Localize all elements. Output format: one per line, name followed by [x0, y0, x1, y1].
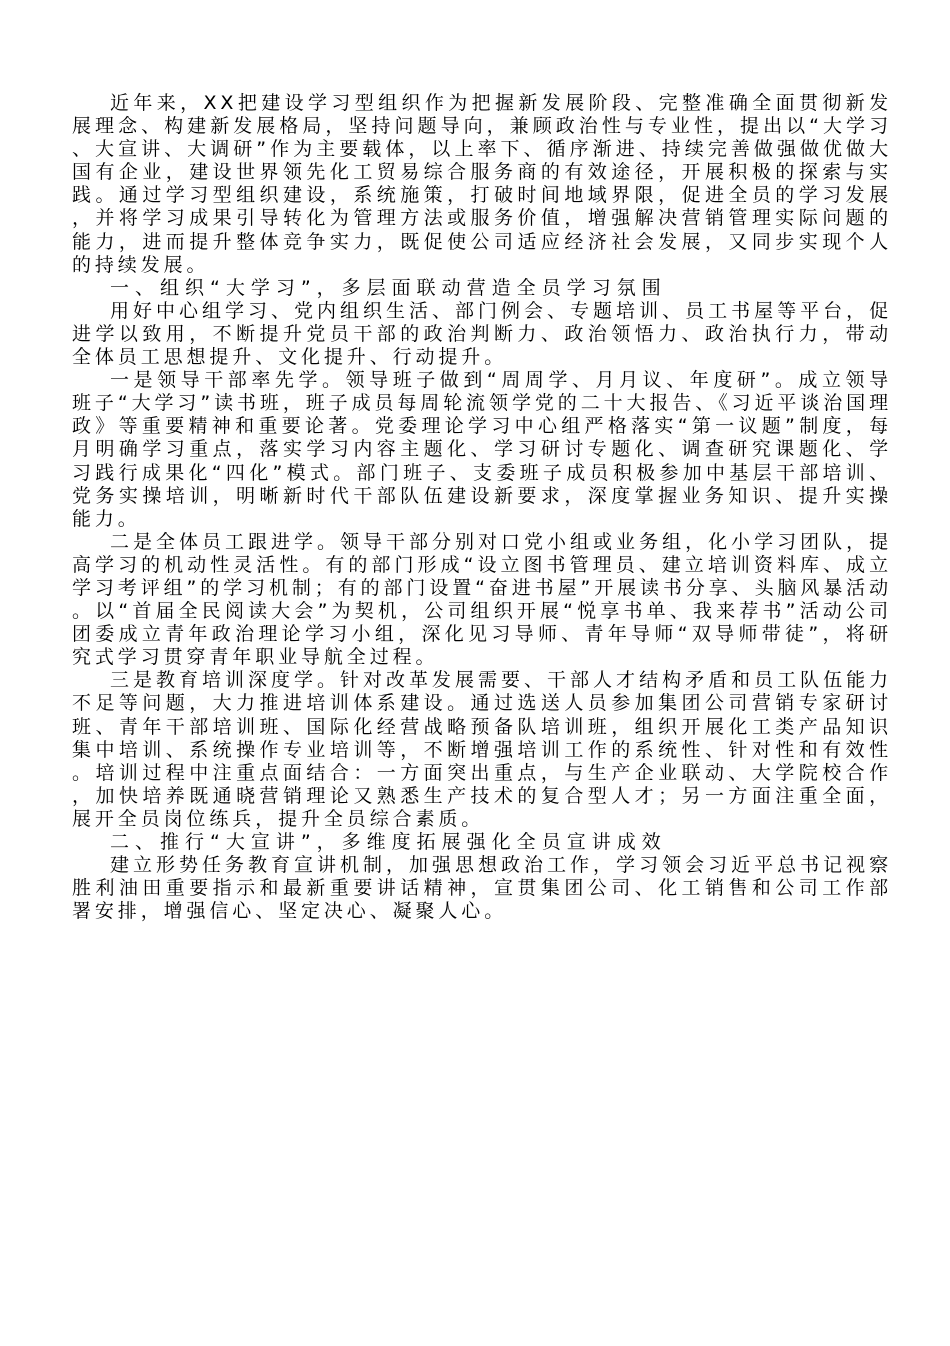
- intro-paragraph: 近年来，XX把建设学习型组织作为把握新发展阶段、完整准确全面贯彻新发展理念、构建新发展格局，坚持问题导向，兼顾政治性与专业性，提出以“大学习、大宣讲、大调研”作为主要载体，以上率下、循序渐进、持续完善做强做优做大国有企业，建设世界领先化工贸易综合服务商的有效途径，开展积极的探索与实践。通过学习型组织建设，系统施策，打破时间地域界限，促进全员的学习发展，并将学习成果引导转化为管理方法或服务价值，增强解决营销管理实际问题的能力，进而提升整体竞争实力，既促使公司适应经济社会发展，又同步实现个人的持续发展。: [72, 92, 892, 276]
- training-study-paragraph: 三是教育培训深度学。针对改革发展需要、干部人才结构矛盾和员工队伍能力不足等问题，大力推进培训体系建设。通过选送人员参加集团公司营销专家研讨班、青年干部培训班、国际化经营战略预备队培训班，组织开展化工类产品知识集中培训、系统操作专业培训等，不断增强培训工作的系统性、针对性和有效性。培训过程中注重点面结合：一方面突出重点，与生产企业联动、大学院校合作，加快培养既通晓营销理论又熟悉生产技术的复合型人才；另一方面注重全面，展开全员岗位练兵，提升全员综合素质。: [72, 669, 892, 830]
- staff-study-paragraph: 二是全体员工跟进学。领导干部分别对口党小组或业务组，化小学习团队，提高学习的机动性灵活性。有的部门形成“设立图书管理员、建立培训资料库、成立学习考评组”的学习机制；有的部门设置“奋进书屋”开展读书分享、头脑风暴活动。以“首届全民阅读大会”为契机，公司组织开展“悦享书单、我来荐书”活动公司团委成立青年政治理论学习小组，深化见习导师、青年导师“双导师带徒”，将研究式学习贯穿青年职业导航全过程。: [72, 530, 892, 669]
- section-heading-2: 二、推行“大宣讲”，多维度拓展强化全员宣讲成效: [110, 831, 667, 853]
- section-1-intro-paragraph: 用好中心组学习、党内组织生活、部门例会、专题培训、员工书屋等平台，促进学以致用，不断提升党员干部的政治判断力、政治领悟力、政治执行力，带动全体员工思想提升、文化提升、行动提升。: [72, 299, 892, 369]
- section-heading-1: 一、组织“大学习”，多层面联动营造全员学习氛围: [110, 276, 667, 299]
- document-body: [72, 92, 892, 923]
- leaders-study-paragraph: 一是领导干部率先学。领导班子做到“周周学、月月议、年度研”。成立领导班子“大学习”读书班，班子成员每周轮流领学党的二十大报告、《习近平谈治国理政》等重要精神和重要论著。党委理论学习中心组严格落实“第一议题”制度，每月明确学习重点，落实学习内容主题化、学习研讨专题化、调查研究课题化、学习践行成果化“四化”模式。部门班子、支委班子成员积极参加中基层干部培训、党务实操培训，明晰新时代干部队伍建设新要求，深度掌握业务知识、提升实操能力。: [72, 369, 892, 530]
- section-2-intro-paragraph: 建立形势任务教育宣讲机制，加强思想政治工作，学习领会习近平总书记视察胜利油田重要指示和最新重要讲话精神，宣贯集团公司、化工销售和公司工作部署安排，增强信心、坚定决心、凝聚人心。: [72, 854, 892, 923]
